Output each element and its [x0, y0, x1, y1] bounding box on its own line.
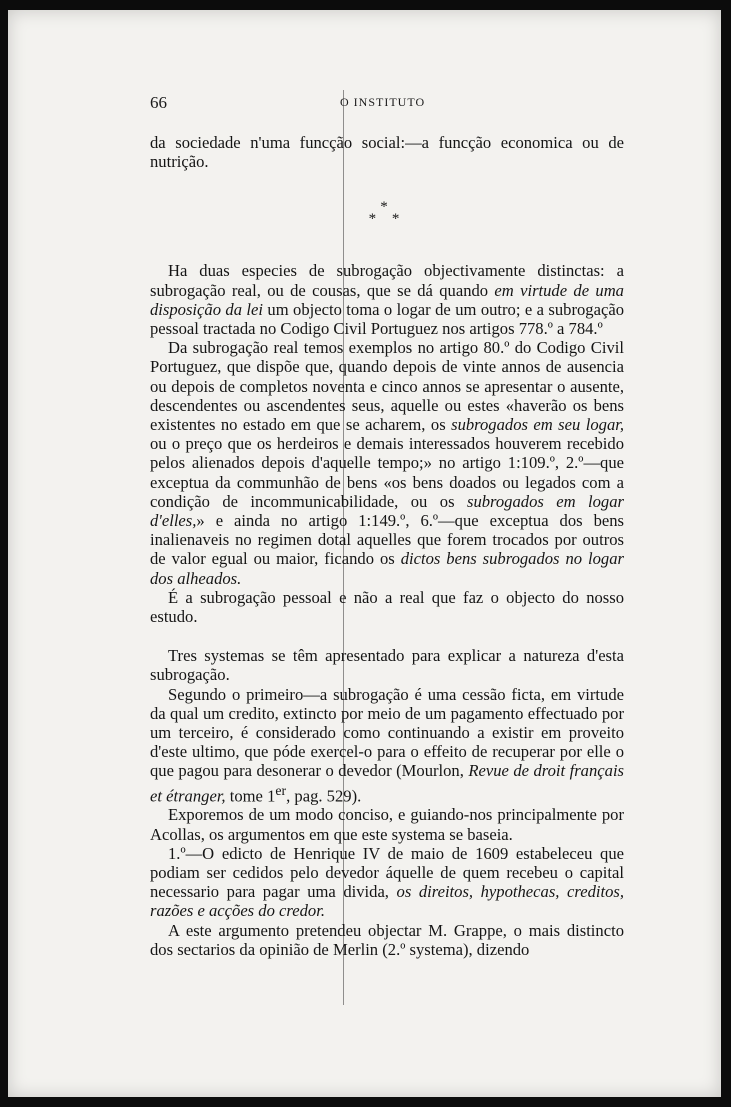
italic-run: os direitos, hypothecas, creditos, razões e acções do credor.: [150, 882, 624, 921]
page-number: 66: [150, 93, 167, 112]
text-run: , pag. 529).: [286, 786, 362, 806]
text-run: ou o preço que os herdeiros e demais interessados houverem recebido pelos alienados depois d'aquelle tempo;» no artigo 1:109.º, 2.º—que exceptua da communhão de bens «os bens doados ou legados com a condição de incommunicabilidade, ou os: [150, 434, 624, 511]
opening-paragraph: da sociedade n'uma funcção social:—a funcção economica ou de nutrição.: [150, 133, 624, 172]
paragraph-1: [150, 261, 624, 338]
asterism-divider: [150, 199, 624, 228]
text-run: um objecto toma o logar de um outro; e a subrogação pessoal tractada no Codigo Civil Portuguez nos artigos 778.º a 784.º: [150, 299, 624, 339]
paragraph-3: É a subrogação pessoal e não a real que faz o objecto do nosso estudo.: [150, 587, 624, 627]
italic-run: subrogados em logar d'elles,: [150, 491, 624, 531]
asterism-bottom: * *: [368, 211, 406, 228]
text-run: Ha duas especies de subrogação objectivamente distinctas: a subrogação real, ou de cousas, que se dá quando: [150, 261, 624, 300]
paragraph-6: Exporemos de um modo conciso, e guiando-nos principalmente por Acollas, os argumentos em que este systema se baseia.: [150, 805, 624, 844]
paragraph-4: Tres systemas se têm apresentado para explicar a natureza d'esta subrogação.: [150, 646, 624, 685]
running-title: O INSTITUTO: [340, 95, 426, 109]
asterism-top: *: [380, 199, 394, 216]
text-run: Segundo o primeiro—a subrogação é uma cessão ficta, em virtude da qual um credito, extincto por meio de um pagamento effectuado por um terceiro, é considerado como continuando a existir em proveito d'este ultimo, que póde exercel-o para o effeito de recuperar por elle o que pagou para desonerar o devedor (Mourlon,: [150, 684, 624, 781]
italic-run: em virtude de uma disposição da lei: [150, 280, 624, 319]
text-run: 1.º—O edicto de Henrique IV de maio de 1609 estabeleceu que podiam ser cedidos pelo devedor áquelle de quem recebeu o capital necessario para pagar uma divida,: [150, 843, 624, 902]
italic-run: subrogados em seu logar,: [451, 415, 625, 435]
paragraph-5: [150, 685, 624, 806]
text-run: Da subrogação real temos exemplos no artigo 80.º do Codigo Civil Portuguez, que dispõe que, quando depois de vinte annos de ausencia ou depois de completos noventa e cinco annos se apresentar o ausente, descendentes ou ascendentes seus, aquelle ou estes «haverão os bens existentes no estado em que se acharem, os: [150, 338, 624, 435]
paragraph-2: [150, 338, 624, 588]
text-run: tome 1: [225, 786, 276, 806]
section-gap: [150, 626, 624, 646]
paragraph-7: [150, 844, 624, 921]
paragraph-8: A este argumento pretendeu objectar M. Grappe, o mais distincto dos sectarios da opinião de Merlin (2.º systema), dizendo: [150, 920, 624, 959]
body-text: [150, 133, 624, 959]
superscript-run: er: [275, 782, 287, 798]
italic-run: dictos bens subrogados no logar dos alheados.: [150, 549, 624, 588]
page-header: [150, 93, 620, 113]
text-run: » e ainda no artigo 1:149.º, 6.º—que exceptua dos bens inalienaveis no regimen dotal aquelles que forem trocados por outros de valor egual ou maior, ficando os: [150, 511, 624, 569]
italic-run: Revue de droit français et étranger,: [150, 761, 625, 806]
